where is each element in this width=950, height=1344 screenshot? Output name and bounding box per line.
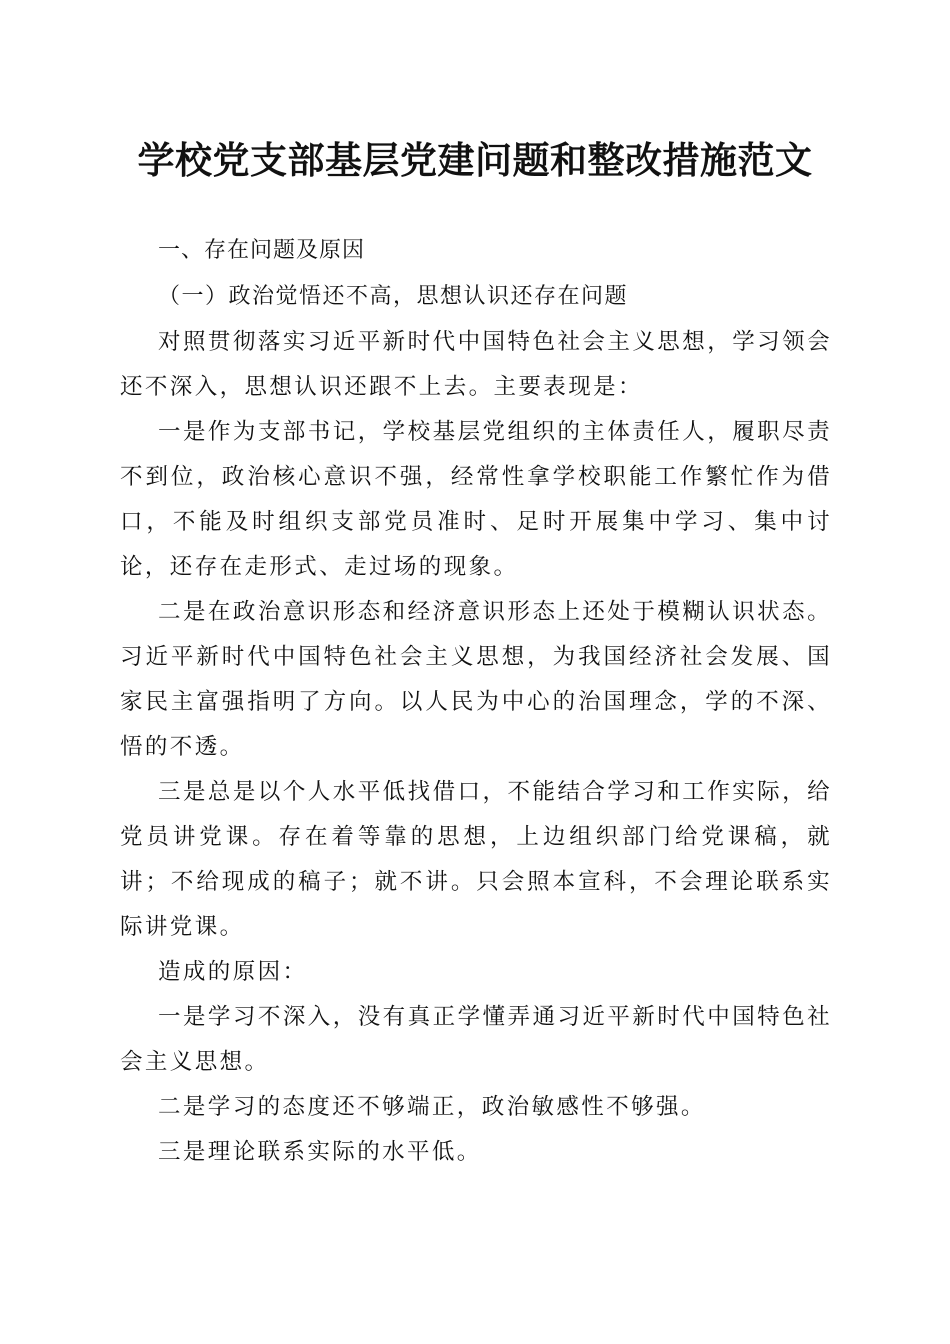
section-heading: 一、存在问题及原因 xyxy=(158,238,366,263)
paragraph: 一是学习不深入，没有真正学懂弄通习近平新时代中国特色社会主义思想。 xyxy=(120,1004,832,1075)
paragraph: 二是在政治意识形态和经济意识形态上还处于模糊认识状态。习近平新时代中国特色社会主义思想，为我国经济社会发展、国家民主富强指明了方向。以人民为中心的治国理念，学的不深、悟的不透。 xyxy=(120,599,832,760)
paragraph: 三是总是以个人水平低找借口，不能结合学习和工作实际，给党员讲党课。存在着等靠的思想，上边组织部门给党课稿，就讲；不给现成的稿子；就不讲。只会照本宣科，不会理论联系实际讲党课。 xyxy=(120,779,832,940)
subsection-heading: （一）政治觉悟还不高，思想认识还存在问题 xyxy=(158,284,629,309)
paragraph: 三是理论联系实际的水平低。 xyxy=(158,1139,482,1165)
paragraph: 对照贯彻落实习近平新时代中国特色社会主义思想，学习领会还不深入，思想认识还跟不上去。主要表现是： xyxy=(120,329,832,400)
paragraph: 造成的原因： xyxy=(158,959,308,985)
document-body xyxy=(120,228,832,1175)
paragraph: 一是作为支部书记，学校基层党组织的主体责任人，履职尽责不到位，政治核心意识不强，经常性拿学校职能工作繁忙作为借口，不能及时组织支部党员准时、足时开展集中学习、集中讨论，还存在走形式、走过场的现象。 xyxy=(120,419,832,580)
paragraph: 二是学习的态度还不够端正，政治敏感性不够强。 xyxy=(158,1094,706,1120)
document-title: 学校党支部基层党建问题和整改措施范文 xyxy=(137,138,813,182)
